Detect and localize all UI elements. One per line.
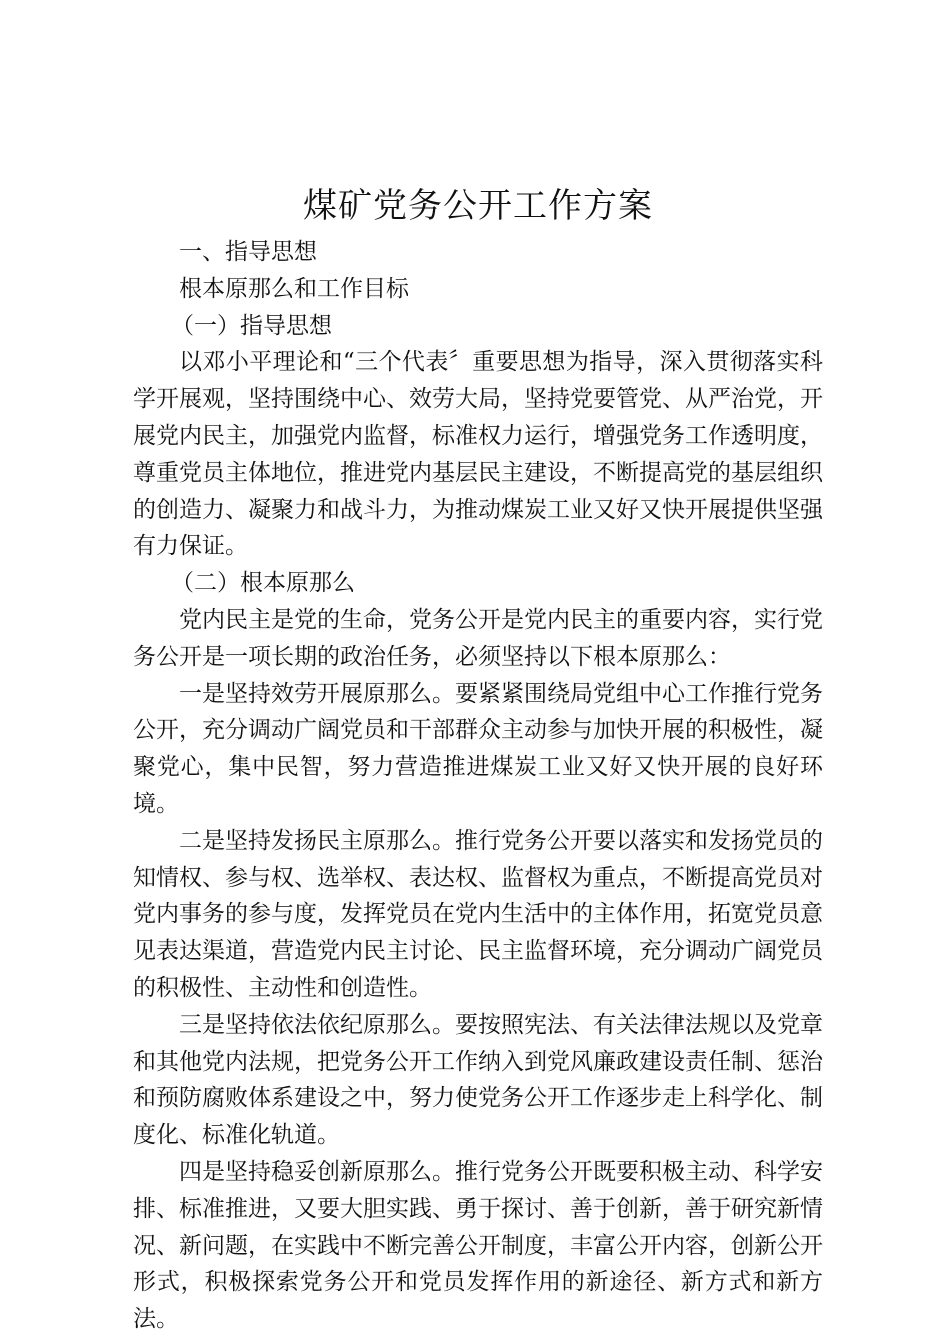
document-page <box>133 178 823 1338</box>
section-heading-guiding-ideology: 一、指导思想 <box>179 239 317 265</box>
subsection-heading-basic-principles: （二）根本原那么 <box>170 570 355 597</box>
paragraph-guiding-ideology: 以邓小平理论和“三个代表〞重要思想为指导，深入贯彻落实科学开展观，坚持围绕中心、效劳大局，坚持党要管党、从严治党，开展党内民主，加强党内监督，标准权力运行，增强党务工作透明度，尊重党员主体地位，推进党内基层民主建设，不断提高党的基层组织的创造力、凝聚力和战斗力，为推动煤炭工业又好又快开展提供坚强有力保证。 <box>133 349 823 560</box>
paragraph-principle-1: 一是坚持效劳开展原那么。要紧紧围绕局党组中心工作推行党务公开，充分调动广阔党员和干部群众主动参与加快开展的积极性，凝聚党心，集中民智，努力营造推进煤炭工业又好又快开展的良好环境。 <box>133 680 823 817</box>
subsection-heading-guiding-ideology: （一）指导思想 <box>170 312 332 339</box>
section-heading-principles-goals: 根本原那么和工作目标 <box>179 275 409 302</box>
paragraph-principle-4: 四是坚持稳妥创新原那么。推行党务公开既要积极主动、科学安排、标准推进，又要大胆实践、勇于探讨、善于创新，善于研究新情况、新问题，在实践中不断完善公开制度，丰富公开内容，创新公开形式，积极探索党务公开和党员发挥作用的新途径、新方式和新方法。 <box>133 1158 823 1333</box>
document-title: 煤矿党务公开工作方案 <box>303 186 653 226</box>
paragraph-principle-2: 二是坚持发扬民主原那么。推行党务公开要以落实和发扬党员的知情权、参与权、选举权、表达权、监督权为重点，不断提高党员对党内事务的参与度，发挥党员在党内生活中的主体作用，拓宽党员意见表达渠道，营造党内民主讨论、民主监督环境，充分调动广阔党员的积极性、主动性和创造性。 <box>133 827 823 1001</box>
paragraph-principles-intro: 党内民主是党的生命，党务公开是党内民主的重要内容，实行党务公开是一项长期的政治任务，必须坚持以下根本原那么： <box>133 606 823 670</box>
paragraph-principle-3: 三是坚持依法依纪原那么。要按照宪法、有关法律法规以及党章和其他党内法规，把党务公开工作纳入到党风廉政建设责任制、惩治和预防腐败体系建设之中，努力使党务公开工作逐步走上科学化、制度化、标准化轨道。 <box>133 1011 823 1149</box>
